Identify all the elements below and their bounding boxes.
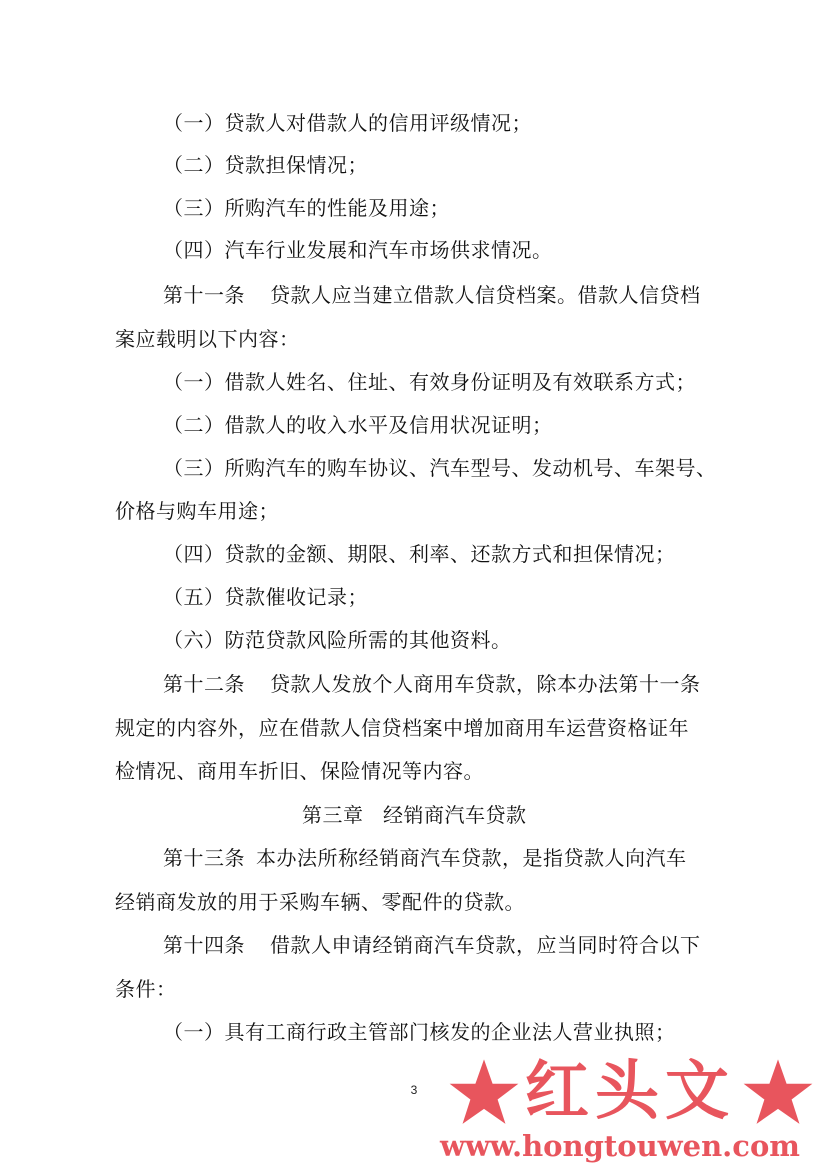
article-heading-line xyxy=(0,669,827,699)
text-line: （四）贷款的金额、期限、利率、还款方式和担保情况； xyxy=(163,542,676,566)
article-text: 本办法所称经销商汽车贷款，是指贷款人向汽车 xyxy=(256,846,687,870)
chapter-heading xyxy=(0,800,827,830)
text-line: 案应载明以下内容： xyxy=(115,327,300,351)
article-text: 借款人申请经销商汽车贷款，应当同时符合以下 xyxy=(270,933,701,957)
text-line: （五）贷款催收记录； xyxy=(163,585,368,609)
text-line: （六）防范贷款风险所需的其他资料。 xyxy=(163,628,512,652)
article-heading-line xyxy=(0,843,827,873)
page-number: 3 xyxy=(410,1083,418,1097)
text-line: （三）所购汽车的购车协议、汽车型号、发动机号、车架号、 xyxy=(163,456,717,480)
text-line: （一）具有工商行政主管部门核发的企业法人营业执照； xyxy=(163,1020,676,1044)
article-text: 贷款人发放个人商用车贷款，除本办法第十一条 xyxy=(270,672,701,696)
text-line: 经销商发放的用于采购车辆、零配件的贷款。 xyxy=(115,890,525,914)
watermark-text: 红头文 xyxy=(525,1055,735,1129)
text-line: （一）借款人姓名、住址、有效身份证明及有效联系方式； xyxy=(163,370,696,394)
text-line: （四）汽车行业发展和汽车市场供求情况。 xyxy=(163,238,553,262)
star-icon xyxy=(742,1058,814,1126)
text-line: 检情况、商用车折旧、保险情况等内容。 xyxy=(115,759,484,783)
article-text: 贷款人应当建立借款人信贷档案。借款人信贷档 xyxy=(270,283,701,307)
article-number: 第十二条 xyxy=(163,672,245,696)
chapter-number: 第三章 xyxy=(302,803,364,827)
text-line: （三）所购汽车的性能及用途； xyxy=(163,196,450,220)
text-line: 条件： xyxy=(115,977,177,1001)
text-line: （二）贷款担保情况； xyxy=(163,153,368,177)
text-line: 规定的内容外，应在借款人信贷档案中增加商用车运营资格证年 xyxy=(115,716,689,740)
article-heading-line xyxy=(0,280,827,310)
article-number: 第十一条 xyxy=(163,283,245,307)
article-number: 第十四条 xyxy=(163,933,245,957)
watermark-url: www.hongtouwen.com xyxy=(440,1129,800,1163)
article-heading-line xyxy=(0,930,827,960)
chapter-title: 经销商汽车贷款 xyxy=(383,803,527,827)
text-line: （二）借款人的收入水平及信用状况证明； xyxy=(163,413,553,437)
text-line: （一）贷款人对借款人的信用评级情况； xyxy=(163,111,532,135)
text-line: 价格与购车用途； xyxy=(115,499,279,523)
star-icon xyxy=(448,1058,520,1126)
article-number: 第十三条 xyxy=(163,846,245,870)
